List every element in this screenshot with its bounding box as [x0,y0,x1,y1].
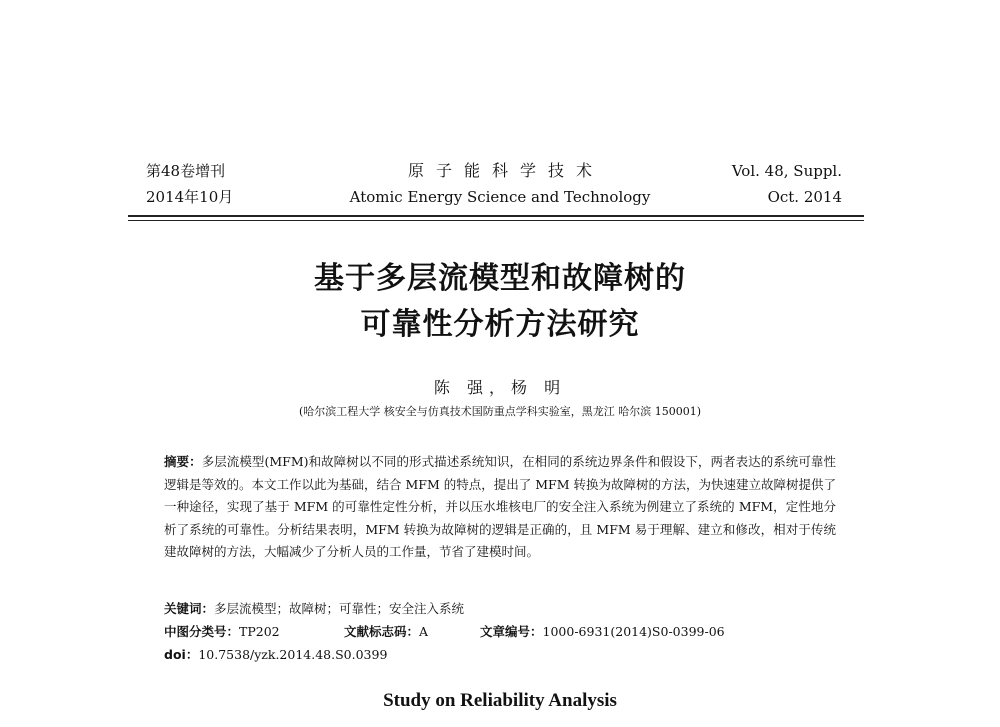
date-cn: 2014年10月 [146,188,234,206]
volume-en: Vol. 48, Suppl. [731,162,842,180]
journal-name-en: Atomic Energy Science and Technology [349,188,651,206]
abstract [164,451,836,564]
clc-value: TP202 [239,624,280,639]
affiliation: (哈尔滨工程大学 核安全与仿真技术国防重点学科实验室，黑龙江 哈尔滨 150001) [298,405,702,418]
keywords-text: 多层流模型；故障树；可靠性；安全注入系统 [214,601,465,616]
abstract-text: 多层流模型(MFM)和故障树以不同的形式描述系统知识，在相同的系统边界条件和假设下，两者表达的系统可靠性逻辑是等效的。本文工作以此为基础，结合 MFM 的特点，提出了 MFM 转换为故障树的方法，为快速建立故障树提供了一种途径，实现了基于 MFM 的可靠性定性分析，并以压水堆核电厂的安全注入系统为例建立了系统的 MFM，定性地分析了系统的可靠性。分析结果表明，MFM 转换为故障树的逻辑是正确的，且 MFM 易于理解、建立和修改，相对于传统建故障树的方法，大幅减少了分析人员的工作量，节省了建模时间。 [164,454,836,559]
paper-title [150,256,850,348]
title-line-1: 基于多层流模型和故障树的 [314,261,686,296]
journal-name-cn: 原子能科学技术 [407,161,604,180]
header-rule-thick [128,215,864,217]
article-value: 1000-6931(2014)S0-0399-06 [542,624,725,639]
journal-header-center [300,158,700,210]
article-label: 文章编号： [480,624,543,639]
clc-label: 中图分类号： [164,624,240,639]
english-title: Study on Reliability Analysis [383,690,617,711]
doi-value: 10.7538/yzk.2014.48.S0.0399 [198,647,388,662]
abstract-label: 摘要： [164,454,202,469]
keywords [164,599,464,617]
journal-header-right [732,158,842,210]
authors: 陈 强，杨 明 [433,378,567,397]
doc-label: 文献标志码： [344,624,420,639]
header-rule-thin [128,220,864,221]
journal-header-left [146,158,233,210]
document-code [344,622,428,640]
doi-line [164,645,387,663]
title-line-2: 可靠性分析方法研究 [360,307,640,342]
doc-value: A [419,624,429,639]
date-en: Oct. 2014 [767,188,842,206]
keywords-label: 关键词： [164,601,215,616]
doi-label: doi： [164,647,199,662]
volume-cn: 第48卷增刊 [146,162,226,180]
clc-code [164,622,280,640]
article-number [480,622,725,640]
